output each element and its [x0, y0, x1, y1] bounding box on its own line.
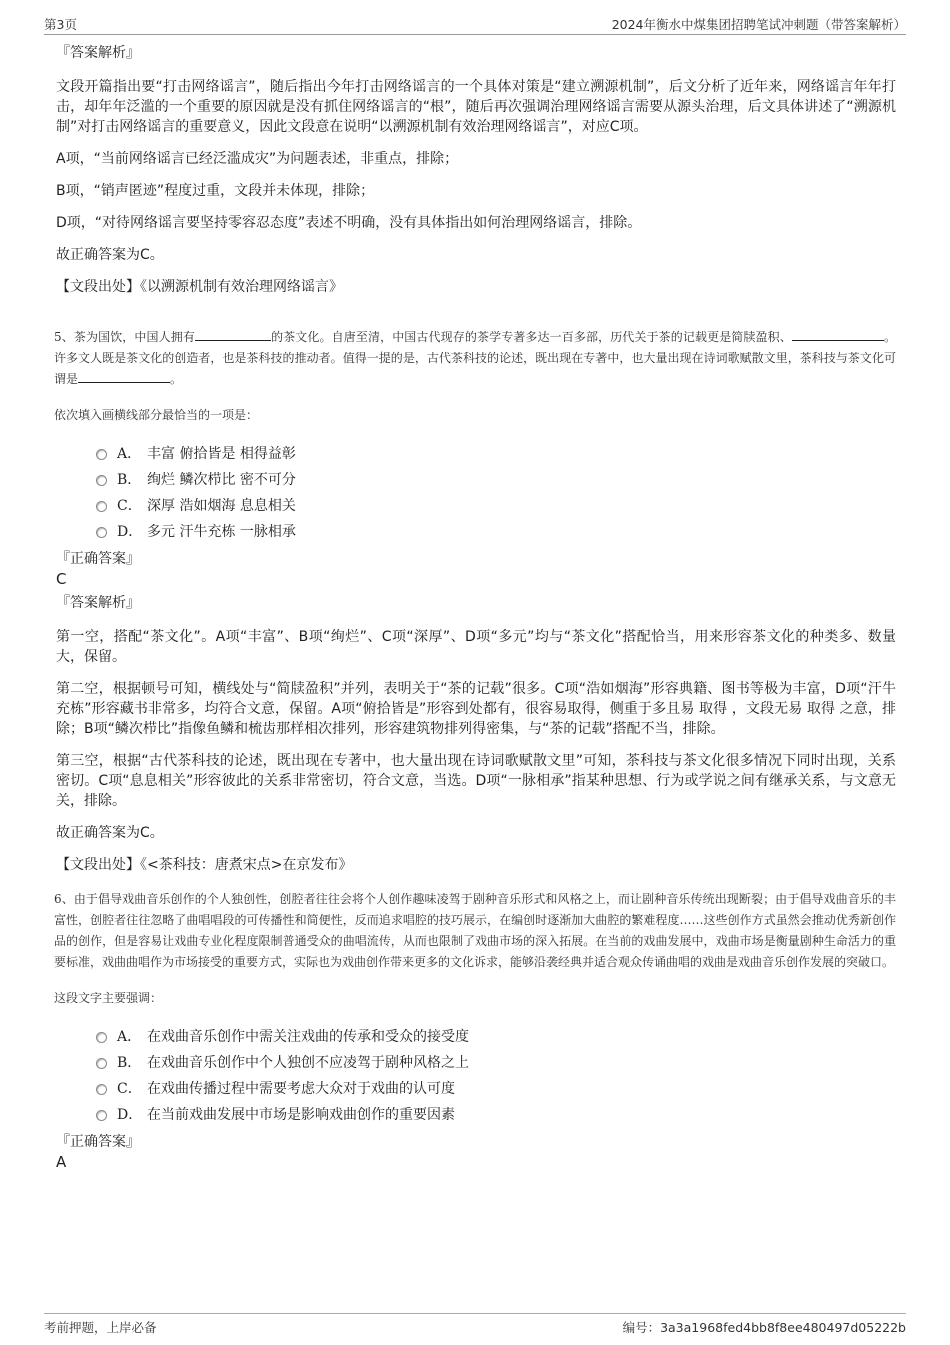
document-id: 编号：3a3a1968fed4bb8f8ee480497d05222b — [622, 1320, 906, 1335]
page-content — [56, 43, 896, 1172]
document-title: 2024年衡水中煤集团招聘笔试冲刺题（带答案解析） — [611, 17, 906, 32]
correct-answer: A — [56, 1153, 67, 1171]
radio-button[interactable] — [96, 1058, 107, 1069]
option-a[interactable]: A． 在戏曲音乐创作中需关注戏曲的传承和受众的接受度 — [96, 1024, 896, 1050]
question-6-prompt: 这段文字主要强调： — [54, 991, 163, 1005]
correct-answer-heading: 『正确答案』 — [56, 1134, 140, 1150]
radio-button[interactable] — [96, 1032, 107, 1043]
option-c[interactable]: C． 深厚 浩如烟海 息息相关 — [96, 493, 896, 519]
option-b[interactable]: B． 在戏曲音乐创作中个人独创不应凌驾于剧种风格之上 — [96, 1050, 896, 1076]
question-5-prompt: 依次填入画横线部分最恰当的一项是： — [54, 408, 259, 422]
page-header — [44, 12, 906, 35]
option-b[interactable]: B． 绚烂 鳞次栉比 密不可分 — [96, 467, 896, 493]
radio-button[interactable] — [96, 501, 107, 512]
option-c[interactable]: C． 在戏曲传播过程中需要考虑大众对于戏曲的认可度 — [96, 1076, 896, 1102]
page-footer — [44, 1313, 906, 1338]
radio-button[interactable] — [96, 475, 107, 486]
conclusion-text: 故正确答案为C。 — [56, 825, 164, 841]
conclusion-text: 故正确答案为C。 — [56, 247, 164, 263]
question-5-options — [96, 441, 896, 545]
footer-slogan: 考前押题，上岸必备 — [44, 1320, 157, 1335]
analysis-heading: 『答案解析』 — [56, 45, 140, 61]
page-number: 第3页 — [44, 17, 77, 32]
correct-answer-heading: 『正确答案』 — [56, 551, 140, 567]
correct-answer: C — [56, 570, 67, 588]
fill-blank — [792, 328, 884, 341]
analysis-paragraph: D项，“对待网络谣言要坚持零容忍态度”表述不明确，没有具体指出如何治理网络谣言，排除。 — [56, 215, 642, 231]
question-6-stem: 6、由于倡导戏曲音乐创作的个人独创性，创腔者往往会将个人创作趣味凌驾于剧种音乐形式和风格之上，而让剧种音乐传统出现断裂；由于倡导戏曲音乐的丰富性，创腔者往往忽略了曲唱唱段的可传播性和简便性，反而追求唱腔的技巧展示，在编创时逐渐加大曲腔的繁难程度……这些创作方式虽然会推动优秀新创作品的创作，但是容易让戏曲专业化程度限制普通受众的曲唱流传，从而也限制了戏曲市场的深入拓展。在当前的戏曲发展中，戏曲市场是衡量剧种生命活力的重要标准，戏曲曲唱作为市场接受的重要方式，实际也为戏曲创作带来更多的文化诉求，能够沿袭经典并适合观众传诵曲唱的戏曲是戏曲音乐创作发展的突破口。 — [54, 892, 896, 969]
fill-blank — [78, 370, 170, 383]
option-a[interactable]: A． 丰富 俯拾皆是 相得益彰 — [96, 441, 896, 467]
radio-button[interactable] — [96, 527, 107, 538]
analysis-paragraph: B项，“销声匿迹”程度过重，文段并未体现，排除； — [56, 183, 375, 199]
analysis-paragraph: A项，“当前网络谣言已经泛滥成灾”为问题表述，非重点，排除； — [56, 151, 459, 167]
question-5-stem: 5、茶为国饮，中国人拥有 的茶文化。自唐至清，中国古代现存的茶学专著多达一百多部，历代关于茶的记载更是简牍盈积、 。许多文人既是茶文化的创造者，也是茶科技的推动者。值得一提的是，古代茶科技的论述，既出现在专著中，也大量出现在诗词歌赋散文里，茶科技与茶文化可谓是 。 — [54, 330, 896, 386]
option-d[interactable]: D． 在当前戏曲发展中市场是影响戏曲创作的重要因素 — [96, 1102, 896, 1128]
radio-button[interactable] — [96, 1084, 107, 1095]
fill-blank — [195, 328, 271, 341]
option-d[interactable]: D． 多元 汗牛充栋 一脉相承 — [96, 519, 896, 545]
source-citation: 【文段出处】《以溯源机制有效治理网络谣言》 — [56, 279, 343, 295]
radio-button[interactable] — [96, 449, 107, 460]
question-6-options — [96, 1024, 896, 1128]
analysis-paragraph: 第二空，根据顿号可知，横线处与“简牍盈积”并列，表明关于“茶的记载”很多。C项“浩如烟海”形容典籍、图书等极为丰富，D项“汗牛充栋”形容藏书非常多，均符合文意，保留。A项“俯拾皆是”形容到处都有，很容易取得，侧重于多且易 取得 ，文段无易 取得 之意，排除；B项“鳞次栉比”指像鱼鳞和梳齿那样相次排列，形容建筑物排列得密集，与“茶的记载”搭配不当，排除。 — [56, 681, 896, 737]
analysis-heading: 『答案解析』 — [56, 595, 140, 611]
analysis-paragraph: 文段开篇指出要“打击网络谣言”，随后指出今年打击网络谣言的一个具体对策是“建立溯源机制”，后文分析了近年来，网络谣言年年打击，却年年泛滥的一个重要的原因就是没有抓住网络谣言的“根”，随后再次强调治理网络谣言需要从源头治理，后文具体讲述了“溯源机制”对打击网络谣言的重要意义，因此文段意在说明“以溯源机制有效治理网络谣言”，对应C项。 — [56, 79, 896, 135]
source-citation: 【文段出处】《<茶科技：唐煮宋点>在京发布》 — [56, 857, 353, 873]
analysis-paragraph: 第一空，搭配“茶文化”。A项“丰富”、B项“绚烂”、C项“深厚”、D项“多元”均与“茶文化”搭配恰当，用来形容茶文化的种类多、数量大，保留。 — [56, 629, 896, 665]
analysis-paragraph: 第三空，根据“古代茶科技的论述，既出现在专著中，也大量出现在诗词歌赋散文里”可知，茶科技与茶文化很多情况下同时出现，关系密切。C项“息息相关”形容彼此的关系非常密切，符合文意，当选。D项“一脉相承”指某种思想、行为或学说之间有继承关系，与文意无关，排除。 — [56, 753, 896, 809]
radio-button[interactable] — [96, 1110, 107, 1121]
